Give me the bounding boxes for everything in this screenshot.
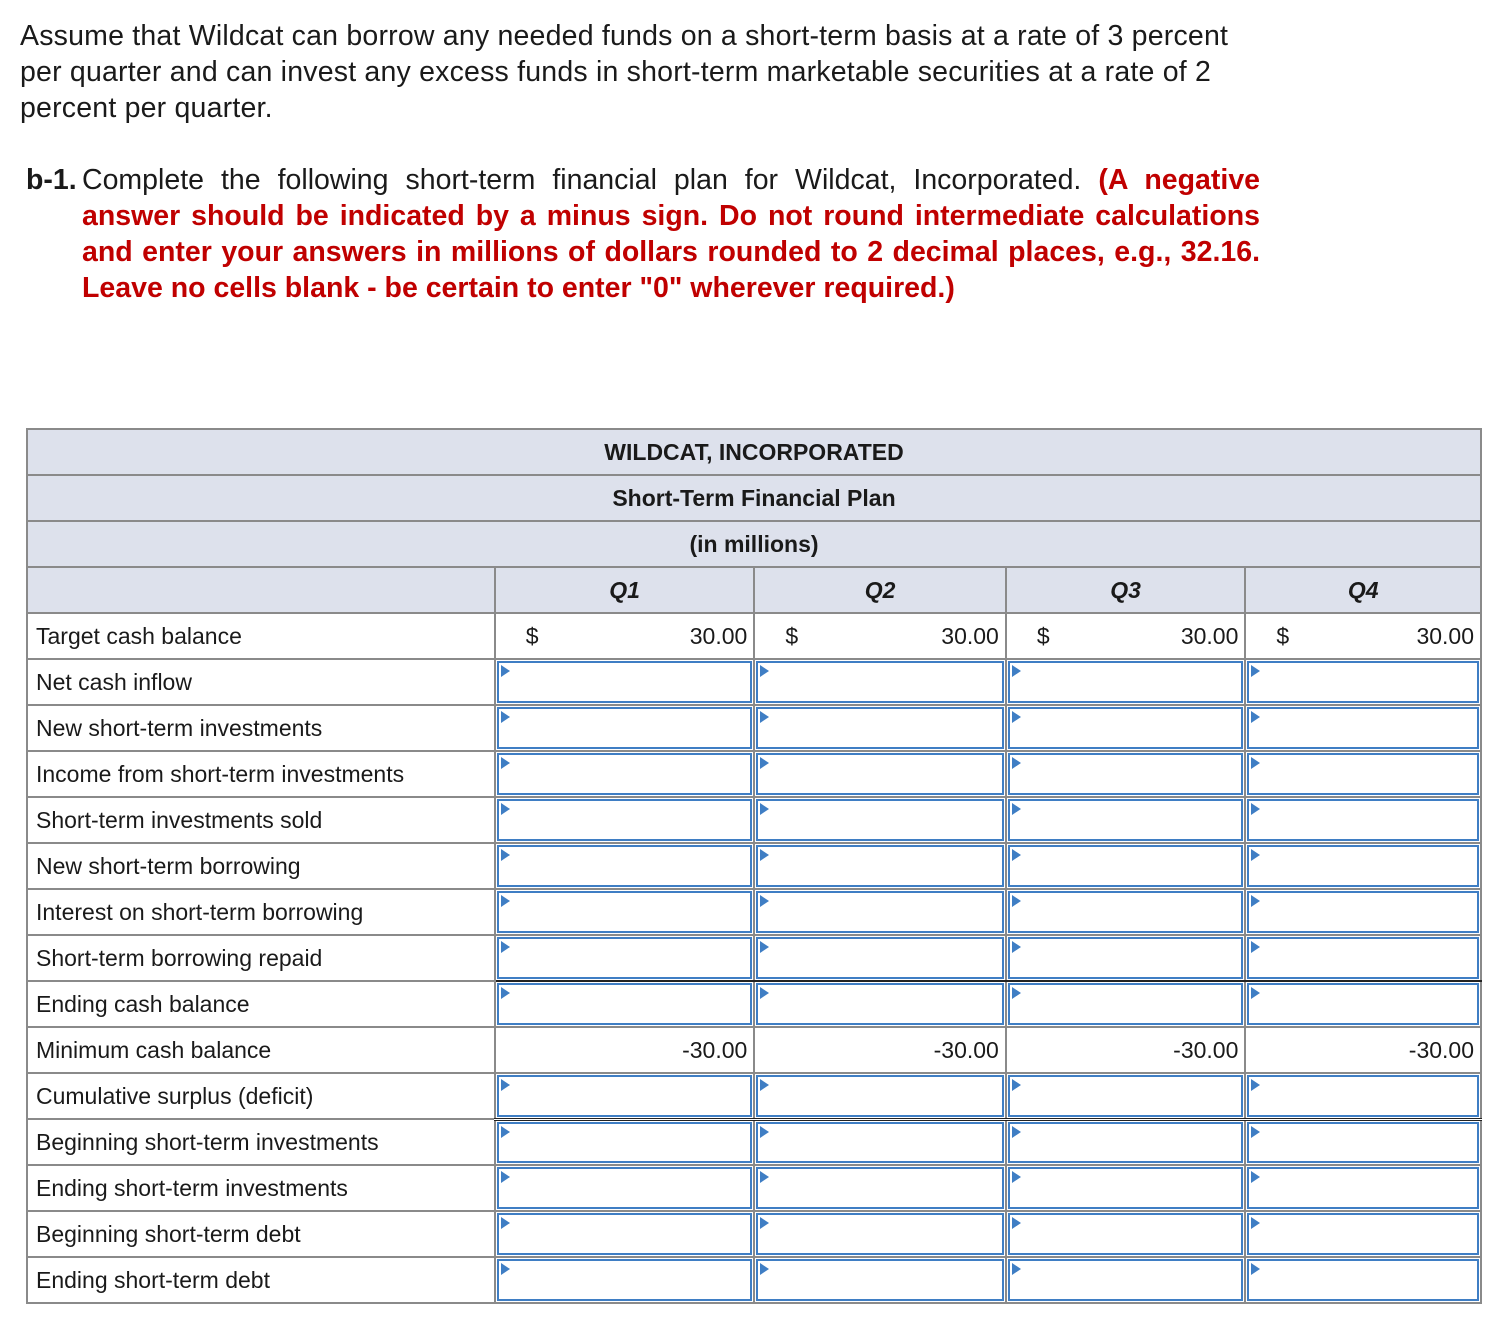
row-label: Income from short-term investments: [27, 751, 495, 797]
answer-cell: [495, 751, 755, 797]
table-subtitle: Short-Term Financial Plan: [27, 475, 1481, 521]
input-marker-icon: [501, 1126, 510, 1138]
answer-input[interactable]: [756, 1167, 1004, 1209]
input-marker-icon: [1251, 1079, 1260, 1091]
answer-input[interactable]: [497, 707, 753, 749]
input-marker-icon: [760, 895, 769, 907]
row-label: Net cash inflow: [27, 659, 495, 705]
header-blank: [27, 567, 495, 613]
answer-cell: [1245, 659, 1481, 705]
question-b1: [26, 162, 1260, 306]
answer-cell: [754, 1257, 1006, 1303]
answer-cell: [1006, 1211, 1246, 1257]
answer-input[interactable]: [1247, 661, 1479, 703]
answer-cell: [754, 1119, 1006, 1165]
input-marker-icon: [501, 757, 510, 769]
input-marker-icon: [1012, 941, 1021, 953]
answer-input[interactable]: [1008, 937, 1244, 979]
value-cell: [1006, 613, 1246, 659]
answer-cell: [495, 1257, 755, 1303]
answer-cell: [754, 981, 1006, 1027]
input-marker-icon: [1012, 1126, 1021, 1138]
input-marker-icon: [1012, 757, 1021, 769]
answer-input[interactable]: [497, 1122, 753, 1164]
answer-input[interactable]: [1008, 1259, 1244, 1301]
answer-cell: [1245, 1257, 1481, 1303]
answer-cell: [1006, 1073, 1246, 1119]
answer-input[interactable]: [756, 799, 1004, 841]
answer-input[interactable]: [756, 1259, 1004, 1301]
row-label: Target cash balance: [27, 613, 495, 659]
row-label: Ending cash balance: [27, 981, 495, 1027]
answer-input[interactable]: [756, 891, 1004, 933]
answer-cell: [1245, 981, 1481, 1027]
input-marker-icon: [1251, 803, 1260, 815]
answer-cell: [1006, 1119, 1246, 1165]
answer-input[interactable]: [1247, 707, 1479, 749]
answer-cell: [754, 935, 1006, 981]
question-text: Complete the following short-term financial plan for Wildcat, Incorporated.: [82, 164, 1082, 196]
cell-value: -30.00: [1408, 1037, 1474, 1063]
answer-input[interactable]: [1247, 983, 1479, 1025]
answer-input[interactable]: [1008, 799, 1244, 841]
answer-cell: [754, 751, 1006, 797]
input-marker-icon: [760, 1079, 769, 1091]
value-cell: [754, 1027, 1006, 1073]
input-marker-icon: [760, 665, 769, 677]
answer-input[interactable]: [756, 1075, 1004, 1117]
table-row: [27, 1119, 1481, 1165]
input-marker-icon: [1251, 665, 1260, 677]
row-label: New short-term investments: [27, 705, 495, 751]
cell-value: 30.00: [1416, 623, 1474, 649]
answer-cell: [495, 797, 755, 843]
answer-cell: [495, 1119, 755, 1165]
answer-input[interactable]: [1008, 1075, 1244, 1117]
answer-cell: [754, 705, 1006, 751]
input-marker-icon: [501, 803, 510, 815]
answer-cell: [1245, 889, 1481, 935]
answer-input[interactable]: [497, 753, 753, 795]
input-marker-icon: [760, 1126, 769, 1138]
answer-input[interactable]: [756, 845, 1004, 887]
input-marker-icon: [501, 895, 510, 907]
answer-input[interactable]: [756, 661, 1004, 703]
answer-input[interactable]: [1247, 1213, 1479, 1255]
answer-input[interactable]: [1247, 1075, 1479, 1117]
input-marker-icon: [501, 665, 510, 677]
table-row: [27, 797, 1481, 843]
answer-input[interactable]: [497, 661, 753, 703]
input-marker-icon: [501, 1079, 510, 1091]
input-marker-icon: [501, 711, 510, 723]
answer-cell: [754, 1211, 1006, 1257]
value-cell: [754, 613, 1006, 659]
row-label: Beginning short-term debt: [27, 1211, 495, 1257]
input-marker-icon: [501, 1171, 510, 1183]
input-marker-icon: [1251, 1171, 1260, 1183]
answer-cell: [1245, 751, 1481, 797]
input-marker-icon: [760, 1217, 769, 1229]
answer-input[interactable]: [1247, 937, 1479, 979]
input-marker-icon: [1012, 711, 1021, 723]
answer-cell: [1006, 1257, 1246, 1303]
answer-input[interactable]: [1008, 1213, 1244, 1255]
input-marker-icon: [1251, 941, 1260, 953]
row-label: Ending short-term investments: [27, 1165, 495, 1211]
answer-cell: [754, 797, 1006, 843]
input-marker-icon: [1251, 757, 1260, 769]
answer-cell: [754, 659, 1006, 705]
input-marker-icon: [1012, 803, 1021, 815]
answer-input[interactable]: [1247, 1167, 1479, 1209]
question-number: b-1.: [26, 164, 77, 196]
answer-cell: [495, 1073, 755, 1119]
value-cell: [495, 1027, 755, 1073]
header-q2: Q2: [754, 567, 1006, 613]
financial-plan-table: [26, 428, 1482, 1304]
input-marker-icon: [1012, 1079, 1021, 1091]
table-row: [27, 1211, 1481, 1257]
answer-cell: [495, 705, 755, 751]
value-cell: [1245, 1027, 1481, 1073]
input-marker-icon: [1251, 1126, 1260, 1138]
answer-cell: [1245, 843, 1481, 889]
row-label: Short-term borrowing repaid: [27, 935, 495, 981]
input-marker-icon: [760, 757, 769, 769]
row-label: Cumulative surplus (deficit): [27, 1073, 495, 1119]
answer-input[interactable]: [497, 845, 753, 887]
answer-cell: [495, 981, 755, 1027]
row-label: Ending short-term debt: [27, 1257, 495, 1303]
table-row: [27, 613, 1481, 659]
answer-input[interactable]: [756, 1213, 1004, 1255]
answer-cell: [1245, 797, 1481, 843]
input-marker-icon: [1012, 1171, 1021, 1183]
input-marker-icon: [501, 941, 510, 953]
answer-input[interactable]: [497, 891, 753, 933]
answer-cell: [754, 1073, 1006, 1119]
dollar-sign: $: [785, 623, 799, 649]
input-marker-icon: [760, 1263, 769, 1275]
answer-cell: [754, 843, 1006, 889]
answer-cell: [495, 843, 755, 889]
answer-input[interactable]: [497, 983, 753, 1025]
answer-input[interactable]: [756, 1122, 1004, 1164]
answer-cell: [1006, 659, 1246, 705]
answer-input[interactable]: [1008, 1122, 1244, 1164]
table-row: [27, 1027, 1481, 1073]
answer-input[interactable]: [1008, 753, 1244, 795]
answer-cell: [1006, 889, 1246, 935]
answer-input[interactable]: [1008, 891, 1244, 933]
input-marker-icon: [1012, 1217, 1021, 1229]
input-marker-icon: [760, 1171, 769, 1183]
answer-input[interactable]: [1247, 799, 1479, 841]
cell-value: 30.00: [1180, 623, 1239, 649]
cell-value: 30.00: [941, 623, 999, 649]
answer-input[interactable]: [497, 1259, 753, 1301]
row-label: Beginning short-term investments: [27, 1119, 495, 1165]
input-marker-icon: [760, 803, 769, 815]
answer-input[interactable]: [497, 937, 753, 979]
answer-input[interactable]: [1247, 753, 1479, 795]
input-marker-icon: [501, 1263, 510, 1275]
input-marker-icon: [501, 1217, 510, 1229]
answer-cell: [495, 1211, 755, 1257]
table-row: [27, 1165, 1481, 1211]
dollar-sign: $: [1276, 623, 1290, 649]
answer-cell: [495, 659, 755, 705]
cell-value: -30.00: [933, 1037, 999, 1063]
answer-cell: [754, 889, 1006, 935]
answer-cell: [1245, 935, 1481, 981]
value-cell: [495, 613, 755, 659]
answer-input[interactable]: [1008, 661, 1244, 703]
answer-input[interactable]: [1247, 845, 1479, 887]
value-cell: [1245, 613, 1481, 659]
header-q1: Q1: [495, 567, 755, 613]
table-units: (in millions): [27, 521, 1481, 567]
answer-input[interactable]: [1008, 707, 1244, 749]
cell-value: 30.00: [689, 623, 748, 649]
answer-cell: [1006, 981, 1246, 1027]
table-row: [27, 1257, 1481, 1303]
table-row: [27, 843, 1481, 889]
answer-cell: [1006, 797, 1246, 843]
input-marker-icon: [1251, 1263, 1260, 1275]
answer-input[interactable]: [756, 707, 1004, 749]
input-marker-icon: [1251, 849, 1260, 861]
answer-input[interactable]: [497, 799, 753, 841]
row-label: Short-term investments sold: [27, 797, 495, 843]
row-label: Interest on short-term borrowing: [27, 889, 495, 935]
table-row: [27, 981, 1481, 1027]
row-label: Minimum cash balance: [27, 1027, 495, 1073]
answer-cell: [1245, 1073, 1481, 1119]
row-label: New short-term borrowing: [27, 843, 495, 889]
input-marker-icon: [760, 941, 769, 953]
dollar-sign: $: [1036, 623, 1050, 649]
answer-cell: [1006, 705, 1246, 751]
answer-cell: [754, 1165, 1006, 1211]
answer-input[interactable]: [497, 1213, 753, 1255]
table-row: [27, 659, 1481, 705]
input-marker-icon: [1012, 895, 1021, 907]
answer-cell: [1245, 1211, 1481, 1257]
input-marker-icon: [1251, 987, 1260, 999]
cell-value: -30.00: [1173, 1037, 1239, 1063]
header-q3: Q3: [1006, 567, 1246, 613]
table-title: WILDCAT, INCORPORATED: [27, 429, 1481, 475]
dollar-sign: $: [525, 623, 539, 649]
table-row: [27, 705, 1481, 751]
intro-paragraph: Assume that Wildcat can borrow any needed funds on a short-term basis at a rate of 3 percent per quarter and can invest any excess funds in short-term marketable securities at a rate of 2 percent per quarter.: [20, 20, 1229, 124]
answer-input[interactable]: [497, 1167, 753, 1209]
answer-input[interactable]: [1008, 845, 1244, 887]
answer-input[interactable]: [1008, 983, 1244, 1025]
answer-input[interactable]: [1247, 1122, 1479, 1164]
answer-input[interactable]: [756, 753, 1004, 795]
input-marker-icon: [760, 987, 769, 999]
input-marker-icon: [1251, 711, 1260, 723]
answer-cell: [495, 1165, 755, 1211]
input-marker-icon: [1251, 895, 1260, 907]
input-marker-icon: [1012, 849, 1021, 861]
answer-cell: [1006, 751, 1246, 797]
answer-cell: [1006, 1165, 1246, 1211]
answer-cell: [1245, 1165, 1481, 1211]
answer-input[interactable]: [1247, 1259, 1479, 1301]
cell-value: -30.00: [682, 1037, 748, 1063]
answer-input[interactable]: [756, 937, 1004, 979]
question-instructions: (A negative answer should be indicated by a minus sign. Do not round intermediate calculations and enter your answers in millions of dollars rounded to 2 decimal places, e.g., 32.16. Leave no cells blank - be certain to enter "0" wherever required.): [82, 164, 1261, 304]
input-marker-icon: [1012, 1263, 1021, 1275]
table-row: [27, 889, 1481, 935]
header-q4: Q4: [1245, 567, 1481, 613]
answer-cell: [1245, 1119, 1481, 1165]
answer-input[interactable]: [756, 983, 1004, 1025]
input-marker-icon: [760, 711, 769, 723]
table-row: [27, 1073, 1481, 1119]
input-marker-icon: [1012, 987, 1021, 999]
input-marker-icon: [1012, 665, 1021, 677]
input-marker-icon: [501, 987, 510, 999]
answer-input[interactable]: [497, 1075, 753, 1117]
value-cell: [1006, 1027, 1246, 1073]
answer-input[interactable]: [1008, 1167, 1244, 1209]
answer-cell: [495, 935, 755, 981]
input-marker-icon: [501, 849, 510, 861]
answer-cell: [1006, 935, 1246, 981]
answer-cell: [1245, 705, 1481, 751]
answer-input[interactable]: [1247, 891, 1479, 933]
input-marker-icon: [1251, 1217, 1260, 1229]
table-row: [27, 935, 1481, 981]
input-marker-icon: [760, 849, 769, 861]
table-row: [27, 751, 1481, 797]
answer-cell: [1006, 843, 1246, 889]
answer-cell: [495, 889, 755, 935]
